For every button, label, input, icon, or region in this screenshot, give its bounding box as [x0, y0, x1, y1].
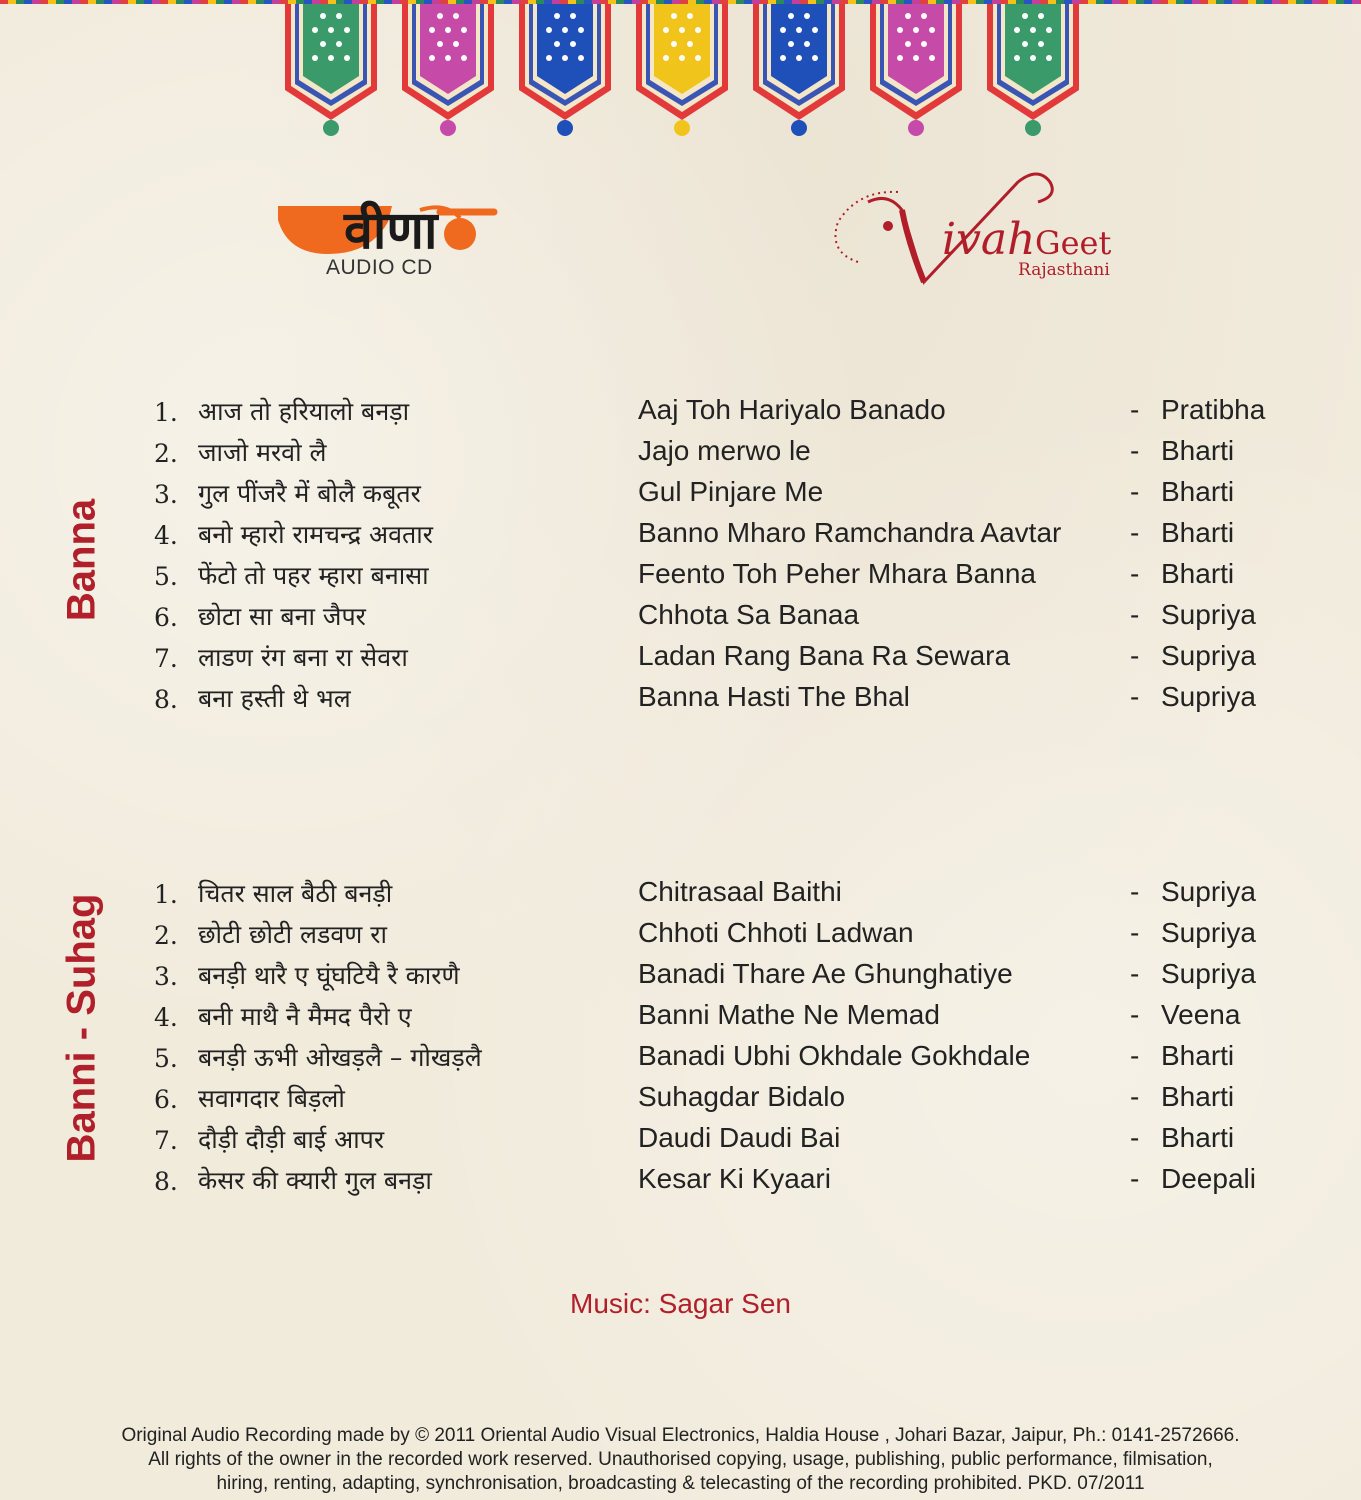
track-row [0, 1122, 1361, 1162]
track-title-hindi: दौड़ी दौड़ी बाई आपर [198, 1125, 385, 1154]
copyright-footer [0, 1424, 1361, 1496]
bunting-flag-3 [517, 0, 613, 136]
separator: - [1130, 394, 1140, 425]
track-title-hindi: बनी माथै नै मैमद पैरो ए [198, 1002, 412, 1031]
track-singer: Bharti [1161, 558, 1235, 589]
track-number: 2. [154, 439, 178, 468]
track-title-english: Gul Pinjare Me [638, 476, 824, 507]
track-row [0, 681, 1361, 721]
track-number: 5. [154, 562, 178, 591]
track-title-hindi: चितर साल बैठी बनड़ी [198, 879, 393, 908]
track-row [0, 394, 1361, 434]
track-title-hindi: फेंटो तो पहर म्हारा बनासा [198, 561, 429, 590]
track-title-hindi: छोटी छोटी लडवण रा [198, 920, 387, 949]
track-title-hindi: आज तो हरियालो बनड़ा [198, 397, 410, 426]
track-row [0, 517, 1361, 557]
track-row [0, 876, 1361, 916]
section-title-banni-suhag: Banni - Suhag [59, 893, 104, 1163]
separator: - [1130, 917, 1140, 948]
separator: - [1130, 640, 1140, 671]
separator: - [1130, 1040, 1140, 1071]
track-singer: Supriya [1161, 958, 1256, 989]
track-title-hindi: बनो म्हारो रामचन्द्र अवतार [198, 520, 433, 549]
veena-logo-text: वीणा [344, 201, 438, 261]
music-credit: Music: Sagar Sen [570, 1288, 791, 1319]
bunting-flag-5 [751, 0, 847, 136]
separator: - [1130, 558, 1140, 589]
track-number: 8. [154, 1167, 178, 1196]
separator: - [1130, 999, 1140, 1030]
track-row [0, 640, 1361, 680]
track-title-hindi: जाजो मरवो लै [198, 438, 327, 467]
section-title-banna: Banna [59, 498, 104, 622]
track-number: 4. [154, 1003, 178, 1032]
track-title-english: Chitrasaal Baithi [638, 876, 842, 907]
track-row [0, 958, 1361, 998]
track-number: 1. [154, 398, 178, 427]
separator: - [1130, 681, 1140, 712]
track-row [0, 558, 1361, 598]
track-singer: Bharti [1161, 476, 1235, 507]
track-singer: Bharti [1161, 1040, 1235, 1071]
track-singer: Supriya [1161, 681, 1256, 712]
track-number: 1. [154, 880, 178, 909]
track-row [0, 1163, 1361, 1203]
track-number: 2. [154, 921, 178, 950]
track-title-english: Banadi Ubhi Okhdale Gokhdale [638, 1040, 1031, 1071]
track-title-english: Kesar Ki Kyaari [638, 1163, 831, 1194]
track-title-english: Banna Hasti The Bhal [638, 681, 910, 712]
track-title-english: Ladan Rang Bana Ra Sewara [638, 640, 1011, 671]
track-number: 7. [154, 1126, 178, 1155]
footer-line-3: hiring, renting, adapting, synchronisation, broadcasting & telecasting of the recording prohibited. PKD. 07/2011 [216, 1473, 1145, 1494]
track-row [0, 917, 1361, 957]
track-number: 8. [154, 685, 178, 714]
track-title-hindi: छोटा सा बना जैपर [198, 602, 366, 631]
bunting-flag-1 [283, 0, 379, 136]
separator: - [1130, 1163, 1140, 1194]
track-number: 3. [154, 480, 178, 509]
separator: - [1130, 517, 1140, 548]
track-title-english: Daudi Daudi Bai [638, 1122, 841, 1153]
track-number: 3. [154, 962, 178, 991]
track-row [0, 435, 1361, 475]
track-singer: Veena [1161, 999, 1241, 1030]
track-number: 4. [154, 521, 178, 550]
track-title-hindi: बनड़ी ऊभी ओखड़लै – गोखड़लै [198, 1043, 482, 1072]
track-title-english: Banadi Thare Ae Ghunghatiye [638, 958, 1013, 989]
track-title-english: Banno Mharo Ramchandra Aavtar [638, 517, 1062, 548]
track-singer: Bharti [1161, 1081, 1235, 1112]
track-title-hindi: गुल पींजरै में बोलै कबूतर [198, 479, 421, 508]
track-number: 6. [154, 603, 178, 632]
bunting-decoration [0, 0, 1361, 140]
track-singer: Supriya [1161, 876, 1256, 907]
rajasthani-word: Rajasthani [1018, 260, 1110, 280]
track-title-hindi: केसर की क्यारी गुल बनड़ा [198, 1166, 432, 1195]
bunting-flag-7 [985, 0, 1081, 136]
geet-word: Geet [1035, 224, 1112, 262]
bunting-flag-2 [400, 0, 496, 136]
track-singer: Supriya [1161, 917, 1256, 948]
separator: - [1130, 876, 1140, 907]
track-title-hindi: लाडण रंग बना रा सेवरा [198, 643, 408, 672]
track-singer: Bharti [1161, 1122, 1235, 1153]
separator: - [1130, 476, 1140, 507]
track-title-hindi: बना हस्ती थे भल [198, 684, 351, 713]
track-row [0, 476, 1361, 516]
track-number: 6. [154, 1085, 178, 1114]
separator: - [1130, 1122, 1140, 1153]
footer-line-2: All rights of the owner in the recorded work reserved. Unauthorised copying, usage, publishing, public performance, filmisation, [148, 1449, 1213, 1470]
track-singer: Pratibha [1161, 394, 1266, 425]
track-title-english: Chhoti Chhoti Ladwan [638, 917, 914, 948]
track-title-hindi: सवागदार बिड़लो [198, 1084, 345, 1113]
track-number: 7. [154, 644, 178, 673]
track-row [0, 599, 1361, 639]
track-singer: Supriya [1161, 599, 1256, 630]
track-title-hindi: बनड़ी थारै ए घूंघटियै रै कारणै [198, 961, 460, 990]
track-title-english: Aaj Toh Hariyalo Banado [638, 394, 946, 425]
track-singer: Supriya [1161, 640, 1256, 671]
vivah-word: ivah [942, 214, 1036, 265]
audio-cd-caption: AUDIO CD [326, 256, 433, 279]
track-singer: Bharti [1161, 517, 1235, 548]
track-row [0, 1081, 1361, 1121]
track-title-english: Banni Mathe Ne Memad [638, 999, 940, 1030]
track-row [0, 1040, 1361, 1080]
track-singer: Deepali [1161, 1163, 1256, 1194]
bunting-flag-6 [868, 0, 964, 136]
track-title-english: Chhota Sa Banaa [638, 599, 860, 630]
separator: - [1130, 1081, 1140, 1112]
track-row [0, 999, 1361, 1039]
separator: - [1130, 599, 1140, 630]
separator: - [1130, 958, 1140, 989]
track-title-english: Jajo merwo le [638, 435, 811, 466]
track-singer: Bharti [1161, 435, 1235, 466]
bunting-flag-4 [634, 0, 730, 136]
track-title-english: Feento Toh Peher Mhara Banna [638, 558, 1036, 589]
separator: - [1130, 435, 1140, 466]
track-title-english: Suhagdar Bidalo [638, 1081, 846, 1112]
footer-line-1: Original Audio Recording made by © 2011 Oriental Audio Visual Electronics, Haldia House , Johari Bazar, Jaipur, Ph.: 0141-2572666. [121, 1425, 1240, 1446]
track-number: 5. [154, 1044, 178, 1073]
